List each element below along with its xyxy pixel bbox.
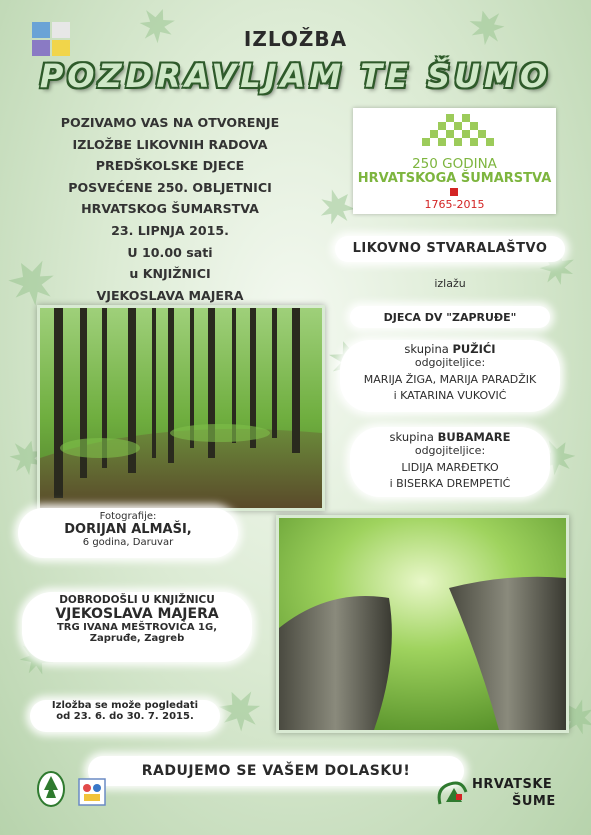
hrvatske-sume-logo [436, 776, 566, 812]
dates-line-2: od 23. 6. do 30. 7. 2015. [56, 711, 194, 722]
kindergarten-name: DJECA DV "ZAPRUĐE" [350, 306, 550, 328]
group2-block [350, 427, 550, 497]
footer-message: RADUJEMO SE VAŠEM DOLASKU! [88, 756, 464, 786]
invitation-line: PREDŠKOLSKE DJECE [95, 158, 245, 174]
tree-canopy-photo [276, 515, 569, 733]
photographer-name: DORIJAN ALMAŠI, [64, 522, 192, 537]
anniversary-badge [353, 108, 556, 214]
badge-years: 1765-2015 [424, 198, 485, 211]
checkered-logo-icon [416, 114, 494, 152]
photo-credit-label: Fotografije: [99, 511, 157, 522]
exhibit-heading: LIKOVNO STVARALAŠTVO [335, 236, 565, 262]
invitation-line: VJEKOSLAVA MAJERA [96, 287, 244, 303]
photographer-detail: 6 godina, Daruvar [82, 537, 174, 548]
badge-line-2: HRVATSKOGA ŠUMARSTVA [357, 171, 552, 186]
leaf-decoration [213, 683, 266, 736]
venue-street: TRG IVANA MEŠTROVIĆA 1G, [56, 622, 218, 633]
invitation-line: U 10.00 sati [127, 244, 213, 260]
kindergarten-logo [36, 770, 66, 808]
group1-teachers-label: odgojiteljice: [414, 356, 486, 369]
group1-teachers: i KATARINA VUKOVIĆ [393, 389, 507, 402]
venue-name: VJEKOSLAVA MAJERA [55, 606, 219, 622]
photo-credit [18, 508, 238, 558]
red-square-icon [450, 188, 458, 196]
forest-photo [37, 305, 325, 511]
group2-title: skupina BUBAMARE [389, 430, 511, 444]
logo-text-sume: ŠUME [512, 794, 556, 809]
badge-line-1: 250 GODINA [412, 156, 497, 172]
group1-teachers: MARIJA ŽIGA, MARIJA PARADŽIK [363, 373, 537, 386]
poster-title: POZDRAVLJAM TE ŠUMO [39, 57, 552, 95]
venue-welcome: DOBRODOŠLI U KNJIŽNICU [59, 594, 215, 606]
invitation-line: POZIVAMO VAS NA OTVORENJE [60, 115, 280, 130]
group1-block [340, 340, 560, 412]
poster-subtitle: IZLOŽBA [243, 27, 348, 51]
logo-text-hrvatske: HRVATSKE [472, 777, 553, 792]
exhibit-present-text: izlažu [434, 277, 466, 290]
group2-teachers: i BISERKA DREMPETIĆ [389, 477, 511, 490]
group2-teachers-label: odgojiteljice: [414, 444, 486, 457]
invitation-line: HRVATSKOG ŠUMARSTVA [81, 201, 259, 217]
exhibition-dates [30, 700, 220, 732]
invitation-line: POSVEĆENE 250. OBLJETNICI [68, 179, 272, 195]
invitation-line: IZLOŽBE LIKOVNIH RADOVA [72, 136, 268, 152]
group1-title: skupina PUŽIĆI [404, 342, 496, 356]
venue-block [22, 592, 252, 662]
invitation-line: u KNJIŽNICI [129, 266, 211, 282]
invitation-line: 23. LIPNJA 2015. [111, 222, 229, 238]
venue-city: Zapruđe, Zagreb [89, 633, 185, 644]
children-logo [78, 778, 106, 806]
dates-line-1: Izložba se može pogledati [51, 700, 199, 711]
hrvatske-sume-emblem-icon [436, 778, 470, 808]
invitation-text [24, 112, 316, 306]
group2-teachers: LIDIJA MARĐETKO [401, 461, 499, 474]
